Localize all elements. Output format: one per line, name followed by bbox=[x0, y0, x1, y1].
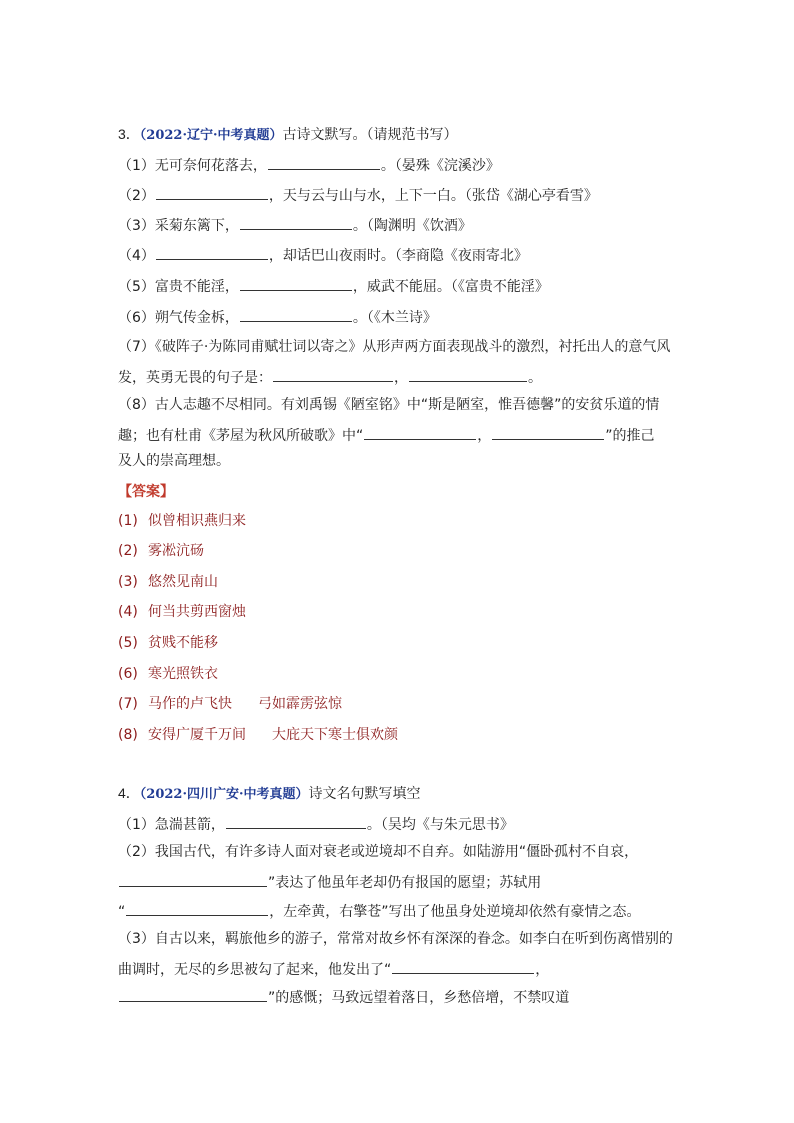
answer-text: 贫贱不能移 bbox=[148, 635, 218, 651]
answer-item-8 bbox=[118, 725, 398, 745]
q3-item-2 bbox=[118, 184, 598, 206]
question-source: （2022·四川广安·中考真题） bbox=[139, 787, 309, 802]
item-text: ，威武不能屈。（《富贵不能淫》 bbox=[352, 279, 549, 295]
answer-text: 何当共剪西窗烛 bbox=[148, 604, 246, 620]
answer-number: (7) bbox=[118, 696, 138, 712]
item-text: （6）朔气传金柝， bbox=[118, 310, 239, 326]
answer-text: 安得广厦千万间 bbox=[148, 727, 246, 743]
item-text: ，左牵黄，右擎苍”写出了他虽身处逆境却依然有豪情之态。 bbox=[269, 904, 641, 920]
answer-blank[interactable] bbox=[492, 424, 604, 440]
answer-number: (5) bbox=[118, 635, 138, 651]
answer-item-4 bbox=[118, 602, 246, 622]
answer-heading: 【答案】 bbox=[118, 484, 174, 500]
question-number: 3． bbox=[118, 126, 140, 142]
q4-item-2-line3 bbox=[118, 900, 641, 922]
item-text: 。 bbox=[528, 370, 542, 386]
item-text: （1）急湍甚箭， bbox=[118, 817, 225, 833]
question-title: 诗文名句默写填空 bbox=[308, 786, 421, 802]
question-title: 古诗文默写。（请规范书写） bbox=[282, 127, 458, 143]
answer-blank[interactable] bbox=[119, 986, 267, 1002]
answer-blank[interactable] bbox=[268, 154, 380, 170]
answer-blank[interactable] bbox=[364, 424, 476, 440]
item-text: （4） bbox=[118, 248, 155, 264]
question-number: 4． bbox=[118, 785, 140, 801]
answer-number: (3) bbox=[118, 574, 138, 590]
q3-item-7-line2 bbox=[118, 366, 542, 388]
q3-item-4 bbox=[118, 244, 528, 266]
q4-item-1 bbox=[118, 813, 514, 835]
answer-text: 马作的卢飞快 bbox=[148, 696, 232, 712]
answer-number: (4) bbox=[118, 604, 138, 620]
answer-number: (1) bbox=[118, 513, 138, 529]
item-text: ， bbox=[394, 370, 408, 386]
item-text: ，却话巴山夜雨时。（李商隐《夜雨寄北》 bbox=[268, 248, 528, 264]
q3-item-3 bbox=[118, 214, 472, 236]
question-source: （2022·辽宁·中考真题） bbox=[139, 128, 283, 143]
answer-number: (6) bbox=[118, 666, 138, 682]
answer-blank[interactable] bbox=[226, 813, 366, 829]
answer-item-3 bbox=[118, 572, 218, 592]
q4-item-3-line3 bbox=[118, 986, 569, 1008]
q3-item-7-line1: （7）《破阵子·为陈同甫赋壮词以寄之》从形声两方面表现战斗的激烈，衬托出人的意气风 bbox=[118, 339, 671, 355]
question-4-header bbox=[118, 783, 421, 805]
item-text: ， bbox=[535, 962, 550, 978]
answer-blank[interactable] bbox=[240, 306, 352, 322]
q3-item-8-line1: （8）古人志趣不尽相同。有刘禹锡《陋室铭》中“斯是陋室，惟吾德馨”的安贫乐道的情 bbox=[118, 397, 660, 413]
q4-item-3-line1: （3）自古以来，羁旅他乡的游子，常常对故乡怀有深深的眷念。如李白在听到伤离惜别的 bbox=[118, 931, 673, 947]
item-text: 。（陶渊明《饮酒》 bbox=[352, 218, 472, 234]
item-text: （5）富贵不能淫， bbox=[118, 279, 239, 295]
answer-blank[interactable] bbox=[240, 275, 352, 291]
item-text: 。（《木兰诗》 bbox=[352, 310, 437, 326]
q4-item-2-line1: （2）我国古代，有许多诗人面对衰老或逆境却不自弃。如陆游用“僵卧孤村不自哀， bbox=[118, 844, 639, 860]
item-text: 。（晏殊《浣溪沙》 bbox=[380, 158, 500, 174]
answer-text: 大庇天下寒士俱欢颜 bbox=[272, 727, 398, 743]
answer-number: (8) bbox=[118, 727, 138, 743]
answer-text: 似曾相识燕归来 bbox=[148, 513, 246, 529]
answer-number: (2) bbox=[118, 543, 138, 559]
answer-text: 弓如霹雳弦惊 bbox=[258, 696, 342, 712]
item-text: ，天与云与山与水，上下一白。（张岱《湖心亭看雪》 bbox=[268, 188, 598, 204]
q4-item-2-line2 bbox=[118, 871, 541, 893]
answer-blank[interactable] bbox=[240, 214, 352, 230]
item-text: （3）采菊东篱下， bbox=[118, 218, 239, 234]
answer-blank[interactable] bbox=[409, 366, 527, 382]
item-text: 发，英勇无畏的句子是： bbox=[118, 370, 272, 386]
answer-blank[interactable] bbox=[273, 366, 393, 382]
item-text: ”的感慨；马致远望着落日，乡愁倍增，不禁叹道 bbox=[268, 990, 570, 1006]
q4-item-3-line2 bbox=[118, 958, 549, 980]
answer-blank[interactable] bbox=[126, 900, 268, 916]
answer-item-1 bbox=[118, 511, 246, 531]
item-text: 趣；也有杜甫《茅屋为秋风所破歌》中“ bbox=[118, 428, 364, 444]
answer-blank[interactable] bbox=[156, 244, 268, 260]
item-text: “ bbox=[118, 904, 126, 920]
q3-item-1 bbox=[118, 154, 500, 176]
answer-blank[interactable] bbox=[119, 871, 267, 887]
q3-item-5 bbox=[118, 275, 549, 297]
item-text: （1）无可奈何花落去， bbox=[118, 158, 267, 174]
answer-item-7 bbox=[118, 694, 342, 714]
answer-blank[interactable] bbox=[392, 958, 534, 974]
q3-item-6 bbox=[118, 306, 437, 328]
question-3-header bbox=[118, 124, 458, 146]
item-text: 曲调时，无尽的乡思被勾了起来，他发出了“ bbox=[118, 962, 392, 978]
answer-item-6 bbox=[118, 664, 218, 684]
answer-blank[interactable] bbox=[156, 184, 268, 200]
answer-text: 雾凇沆砀 bbox=[148, 543, 204, 559]
q3-item-8-line3: 及人的崇高理想。 bbox=[118, 453, 230, 469]
answer-item-5 bbox=[118, 633, 218, 653]
answer-text: 悠然见南山 bbox=[148, 574, 218, 590]
item-text: 。（吴均《与朱元思书》 bbox=[366, 817, 514, 833]
item-text: （2） bbox=[118, 188, 155, 204]
q3-item-8-line2 bbox=[118, 424, 655, 446]
item-text: ”表达了他虽年老却仍有报国的愿望；苏轼用 bbox=[268, 875, 542, 891]
answer-text: 寒光照铁衣 bbox=[148, 666, 218, 682]
answer-item-2 bbox=[118, 541, 204, 561]
item-text: ， bbox=[477, 428, 492, 444]
item-text: ”的推己 bbox=[605, 428, 655, 444]
